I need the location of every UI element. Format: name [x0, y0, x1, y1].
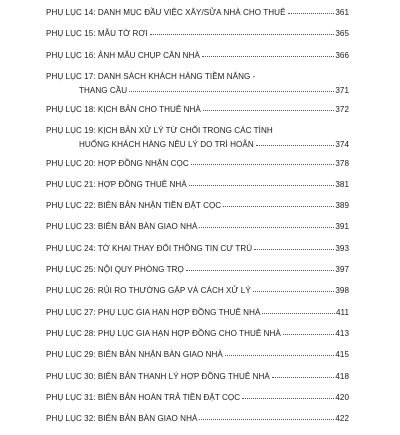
toc-page-number: 411: [335, 307, 349, 317]
toc-entry-title: PHỤ LỤC 14: DANH MỤC ĐẦU VIỆC XÂY/SỬA NHÀ CHO THUÊ: [46, 8, 286, 17]
toc-entry: [46, 159, 349, 169]
toc-entry-title: PHỤ LỤC 22: BIÊN BẢN NHẬN TIỀN ĐẶT CỌC: [46, 201, 222, 211]
toc-page-number: 389: [335, 201, 349, 211]
toc-entry: [46, 286, 349, 296]
toc-entry: [46, 222, 349, 232]
dot-leader: [256, 145, 335, 146]
toc-entry-title-continued: HUỐNG KHÁCH HÀNG NÊU LÝ DO TRÌ HOÃN: [79, 140, 254, 150]
toc-page-number: 365: [335, 29, 349, 39]
toc-page-number: 391: [335, 222, 349, 232]
toc-entry-title: PHỤ LỤC 19: KỊCH BẢN XỬ LÝ TỪ CHỐI TRONG CÁC TÌNH: [46, 125, 273, 135]
toc-entry-title: PHỤ LỤC 28: PHỤ LỤC GIA HẠN HỢP ĐỒNG CHO THUÊ NHÀ: [46, 328, 281, 338]
toc-entry: [46, 244, 349, 254]
toc-entry: [46, 308, 349, 318]
toc-entry: [46, 350, 349, 360]
dot-leader: [202, 56, 334, 57]
toc-entry: [46, 372, 349, 382]
toc-entry: [46, 8, 349, 18]
toc-entry-title: PHỤ LỤC 25: NỘI QUY PHÒNG TRỌ: [46, 265, 184, 275]
toc-page-number: 397: [335, 265, 349, 275]
toc-entry: [46, 29, 349, 39]
dot-leader: [199, 227, 334, 228]
dot-leader: [253, 291, 335, 292]
toc-page-number: 371: [335, 86, 349, 96]
dot-leader: [199, 419, 334, 420]
dot-leader: [189, 185, 335, 186]
dot-leader: [150, 34, 335, 35]
dot-leader: [129, 91, 334, 92]
toc-page-number: 381: [335, 179, 349, 189]
dot-leader: [203, 110, 334, 111]
toc-page-number: 378: [335, 158, 349, 168]
dot-leader: [254, 249, 334, 250]
toc-entry-title: PHỤ LỤC 31: BIÊN BẢN HOÀN TRẢ TIỀN ĐẶT CỌC: [46, 392, 241, 402]
toc-entry-title: PHỤ LỤC 26: RỦI RO THƯỜNG GẶP VÀ CÁCH XỬ LÝ: [46, 286, 251, 296]
toc-page-number: 372: [335, 104, 349, 114]
dot-leader: [262, 313, 335, 314]
toc-page-number: 422: [335, 414, 349, 424]
dot-leader: [186, 270, 334, 271]
toc-entry: [46, 414, 349, 424]
toc-entry-title: PHỤ LỤC 16: ẢNH MẪU CHỤP CĂN NHÀ: [46, 50, 200, 60]
toc-entry-title: PHỤ LỤC 20: HỢP ĐỒNG NHẬN CỌC: [46, 158, 189, 168]
toc-entry: [46, 180, 349, 190]
toc-page-number: 415: [335, 350, 349, 360]
toc-entry-title-continued: THANG CẦU: [79, 86, 128, 96]
toc-entry: [46, 105, 349, 115]
toc-entry-title: PHỤ LỤC 17: DANH SÁCH KHÁCH HÀNG TIỀM NĂNG -: [46, 71, 256, 81]
toc-entry-title: PHỤ LỤC 15: MẪU TỜ RƠI: [46, 29, 148, 39]
toc-entry: [46, 72, 349, 96]
toc-page-number: 418: [335, 371, 349, 381]
dot-leader: [272, 377, 335, 378]
toc-page-number: 398: [335, 286, 349, 296]
dot-leader: [242, 398, 334, 399]
dot-leader: [225, 355, 334, 356]
toc-page-number: 366: [335, 50, 349, 60]
dot-leader: [223, 206, 334, 207]
dot-leader: [288, 13, 335, 14]
dot-leader: [283, 334, 334, 335]
toc-entry: [46, 329, 349, 339]
toc-page-number: 420: [335, 392, 349, 402]
toc-entry-title: PHỤ LỤC 30: BIÊN BẢN THANH LÝ HỢP ĐỒNG THUÊ NHÀ: [46, 371, 270, 381]
toc-entry: [46, 51, 349, 61]
toc-entry-title: PHỤ LỤC 23: BIÊN BẢN BÀN GIAO NHÀ: [46, 222, 198, 232]
toc-entry-title: PHỤ LỤC 29: BIÊN BẢN NHẬN BÀN GIAO NHÀ: [46, 350, 223, 360]
toc-page-number: 374: [335, 140, 349, 150]
table-of-contents: [46, 8, 349, 435]
toc-entry-title: PHỤ LỤC 24: TỜ KHAI THAY ĐỔI THÔNG TIN CƯ TRÚ: [46, 243, 253, 253]
toc-entry: [46, 201, 349, 211]
toc-entry-title: PHỤ LỤC 32: BIÊN BẢN BÀN GIAO NHÀ: [46, 414, 198, 424]
toc-entry: [46, 393, 349, 403]
dot-leader: [191, 164, 335, 165]
toc-page-number: 413: [335, 328, 349, 338]
toc-entry-title: PHỤ LỤC 21: HỢP ĐỒNG THUÊ NHÀ: [46, 179, 187, 189]
toc-entry-title: PHỤ LỤC 18: KỊCH BẢN CHO THUÊ NHÀ: [46, 104, 201, 114]
toc-page-number: 361: [335, 8, 349, 17]
toc-entry-title: PHỤ LỤC 27: PHỤ LỤC GIA HẠN HỢP ĐỒNG THUÊ NHÀ: [46, 307, 261, 317]
toc-page-number: 393: [335, 243, 349, 253]
toc-entry: [46, 126, 349, 150]
toc-entry: [46, 265, 349, 275]
